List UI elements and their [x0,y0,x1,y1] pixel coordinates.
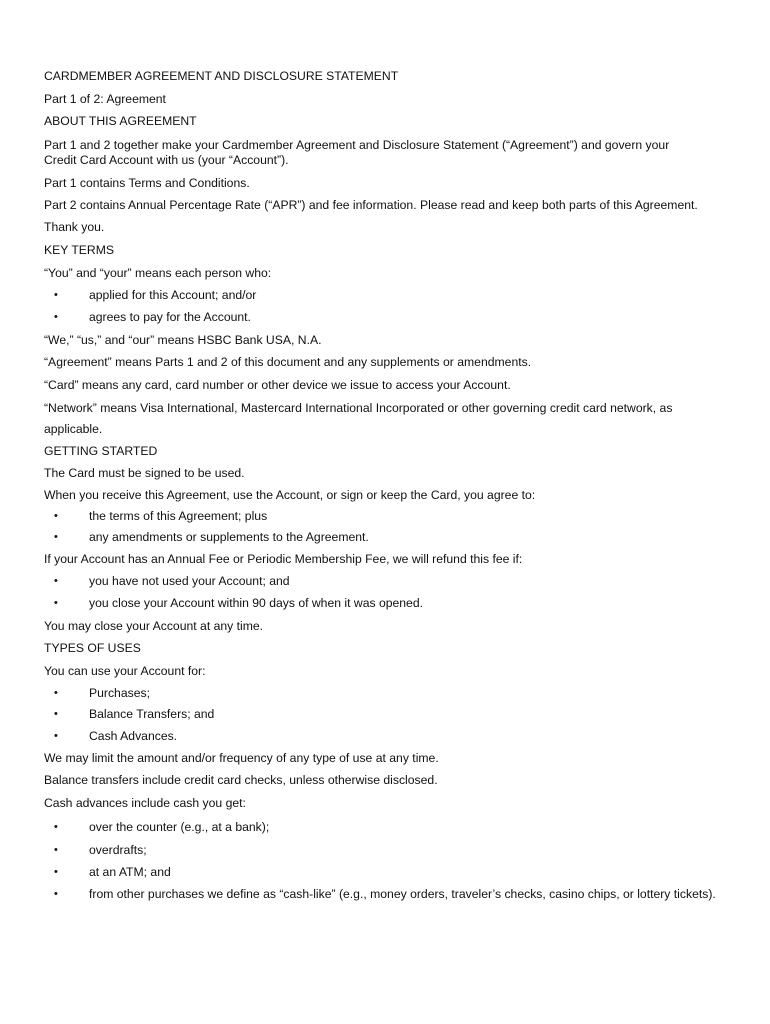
bullet-icon: • [54,597,58,609]
list-item-text: Purchases; [89,686,150,700]
list-item-text: the terms of this Agreement; plus [89,509,268,523]
paragraph: “Agreement” means Parts 1 and 2 of this document and any supplements or amendments. [44,355,532,369]
section-heading-key-terms: KEY TERMS [44,243,114,257]
bullet-icon: • [54,510,58,522]
paragraph: Part 1 contains Terms and Conditions. [44,176,250,190]
paragraph: If your Account has an Annual Fee or Periodic Membership Fee, we will refund this fee if: [44,552,523,566]
list-item-text: from other purchases we define as “cash-like” (e.g., money orders, traveler’s checks, casino chips, or lottery tickets). [89,887,716,901]
paragraph: applicable. [44,422,103,436]
bullet-icon: • [54,289,58,301]
paragraph: Part 2 contains Annual Percentage Rate (“APR”) and fee information. Please read and keep both parts of this Agreement. [44,198,698,212]
section-heading-about: ABOUT THIS AGREEMENT [44,114,197,128]
paragraph: Part 1 and 2 together make your Cardmember Agreement and Disclosure Statement (“Agreement”) and govern your [44,138,670,152]
list-item-text: Balance Transfers; and [89,707,215,721]
bullet-icon: • [54,708,58,720]
list-item-text: over the counter (e.g., at a bank); [89,820,270,834]
document-title: CARDMEMBER AGREEMENT AND DISCLOSURE STATEMENT [44,69,399,83]
bullet-icon: • [54,888,58,900]
paragraph: You may close your Account at any time. [44,619,264,633]
list-item-text: you close your Account within 90 days of when it was opened. [89,596,424,610]
paragraph: When you receive this Agreement, use the Account, or sign or keep the Card, you agree to: [44,488,536,502]
list-item-text: applied for this Account; and/or [89,288,257,302]
paragraph: Balance transfers include credit card checks, unless otherwise disclosed. [44,773,438,787]
bullet-icon: • [54,687,58,699]
paragraph: Cash advances include cash you get: [44,796,246,810]
list-item-text: at an ATM; and [89,865,171,879]
bullet-icon: • [54,531,58,543]
paragraph: “Card” means any card, card number or other device we issue to access your Account. [44,378,511,392]
bullet-icon: • [54,844,58,856]
list-item-text: agrees to pay for the Account. [89,310,251,324]
paragraph: Credit Card Account with us (your “Account”). [44,153,289,167]
paragraph: “We,” “us,” and “our” means HSBC Bank USA, N.A. [44,333,322,347]
paragraph: “Network” means Visa International, Mastercard International Incorporated or other governing credit card network, as [44,401,673,415]
paragraph: Thank you. [44,220,105,234]
list-item-text: Cash Advances. [89,729,178,743]
bullet-icon: • [54,866,58,878]
paragraph: You can use your Account for: [44,664,206,678]
paragraph: The Card must be signed to be used. [44,466,245,480]
bullet-icon: • [54,730,58,742]
bullet-icon: • [54,311,58,323]
paragraph: We may limit the amount and/or frequency of any type of use at any time. [44,751,439,765]
document-part: Part 1 of 2: Agreement [44,92,166,106]
section-heading-types-of-uses: TYPES OF USES [44,641,141,655]
document-page [44,0,734,1024]
list-item-text: overdrafts; [89,843,147,857]
list-item-text: you have not used your Account; and [89,574,290,588]
list-item-text: any amendments or supplements to the Agreement. [89,530,369,544]
section-heading-getting-started: GETTING STARTED [44,444,158,458]
bullet-icon: • [54,821,58,833]
paragraph: “You” and “your” means each person who: [44,266,272,280]
bullet-icon: • [54,575,58,587]
